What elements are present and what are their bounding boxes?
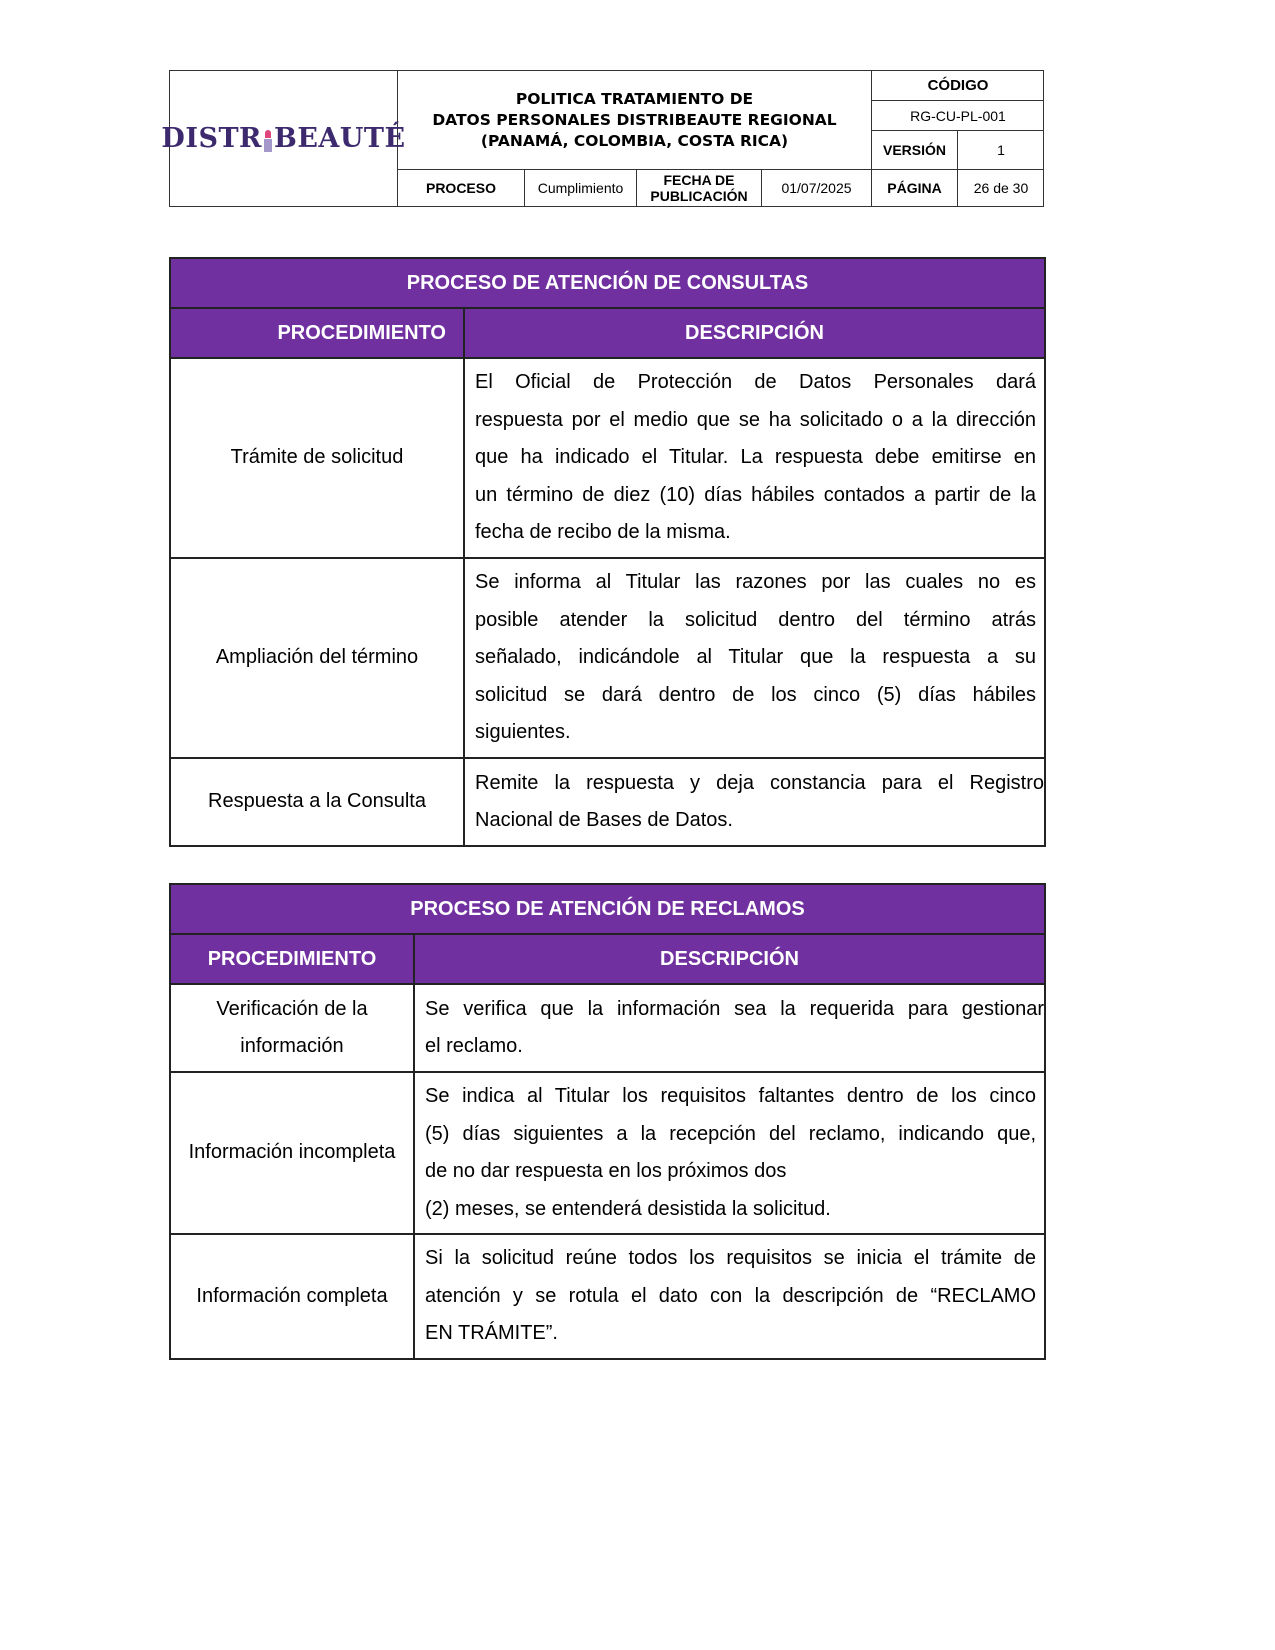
desc-line: Remite la respuesta y deja constancia para el Registro — [475, 771, 1045, 794]
procedimiento-cell — [170, 1072, 414, 1234]
desc-line: Si la solicitud reúne todos los requisitos se inicia el trámite de — [425, 1247, 1037, 1270]
title-line-2: DATOS PERSONALES DISTRIBEAUTE REGIONAL — [432, 110, 837, 129]
desc-line: fecha de recibo de la misma. — [475, 521, 731, 544]
desc-line: solicitud se dará dentro de los cinco (5) días hábiles — [475, 683, 1037, 706]
proc-line: Verificación de la — [216, 997, 368, 1020]
table-row — [170, 1234, 1045, 1359]
descripcion-cell — [414, 984, 1045, 1072]
table-title-row — [170, 258, 1045, 308]
fecha-label-line-2: PUBLICACIÓN — [650, 188, 748, 204]
fecha-label-line-1: FECHA DE — [663, 172, 735, 188]
codigo-label: CÓDIGO — [872, 71, 1044, 101]
proc-line: Información completa — [196, 1284, 388, 1307]
reclamos-table — [169, 883, 1046, 1360]
desc-line: de no dar respuesta en los próximos dos — [425, 1160, 787, 1182]
desc-line: posible atender la solicitud dentro del término atrás — [475, 608, 1037, 631]
reclamos-title: PROCESO DE ATENCIÓN DE RECLAMOS — [170, 884, 1045, 934]
desc-line: Se informa al Titular las razones por las cuales no es — [475, 571, 1037, 594]
desc-line: (2) meses, se entenderá desistida la solicitud. — [425, 1197, 831, 1220]
descripcion-cell — [464, 558, 1045, 758]
document-title — [398, 71, 872, 170]
descripcion-cell — [414, 1072, 1045, 1234]
desc-line: respuesta por el medio que se ha solicitado o a la dirección — [475, 408, 1037, 431]
fecha-publicacion-label — [637, 170, 762, 206]
table-row — [170, 1072, 1045, 1234]
logo-text-right: BEAUTÉ — [274, 123, 406, 154]
consultas-title: PROCESO DE ATENCIÓN DE CONSULTAS — [170, 258, 1045, 308]
procedimiento-cell: Respuesta a la Consulta — [170, 758, 464, 846]
version-value: 1 — [958, 131, 1044, 170]
table-row — [170, 358, 1045, 558]
desc-line: que ha indicado el Titular. La respuesta debe emitirse en — [475, 446, 1037, 469]
table-title-row — [170, 884, 1045, 934]
desc-line: Se verifica que la información sea la requerida para gestionar — [425, 997, 1045, 1020]
version-label: VERSIÓN — [872, 131, 958, 170]
col-procedimiento: PROCEDIMIENTO — [170, 934, 414, 984]
desc-line: (5) días siguientes a la recepción del reclamo, indicando que, — [425, 1122, 1037, 1145]
desc-line: El Oficial de Protección de Datos Personales dará — [475, 371, 1037, 394]
table-header-row — [170, 934, 1045, 984]
desc-line: Se indica al Titular los requisitos faltantes dentro de los cinco — [425, 1085, 1037, 1107]
table-row — [170, 984, 1045, 1072]
col-descripcion: DESCRIPCIÓN — [414, 934, 1045, 984]
consultas-table — [169, 257, 1046, 847]
logo-text-left: DISTR — [161, 123, 262, 154]
pagina-label: PÁGINA — [872, 170, 958, 206]
col-procedimiento: PROCEDIMIENTO — [170, 308, 464, 358]
lipstick-icon — [264, 130, 272, 152]
col-descripcion: DESCRIPCIÓN — [464, 308, 1045, 358]
desc-line: EN TRÁMITE”. — [425, 1322, 558, 1345]
desc-line: siguientes. — [475, 721, 571, 744]
proc-line: Información incompleta — [188, 1141, 396, 1164]
fecha-publicacion-value: 01/07/2025 — [762, 170, 872, 206]
desc-line: atención y se rotula el dato con la descripción de “RECLAMO — [425, 1284, 1037, 1307]
procedimiento-cell: Ampliación del término — [170, 558, 464, 758]
desc-line: el reclamo. — [425, 1035, 523, 1057]
desc-line: señalado, indicándole al Titular que la respuesta a su — [475, 646, 1037, 669]
proceso-value: Cumplimiento — [525, 170, 637, 206]
document-header — [161, 70, 1044, 207]
pagina-value: 26 de 30 — [973, 180, 1029, 196]
procedimiento-cell: Trámite de solicitud — [170, 358, 464, 558]
codigo-value: RG-CU-PL-001 — [872, 101, 1044, 131]
table-header-row — [170, 308, 1045, 358]
descripcion-cell — [464, 758, 1045, 846]
logo-cell — [161, 71, 406, 206]
descripcion-cell — [414, 1234, 1045, 1359]
title-line-3: (PANAMÁ, COLOMBIA, COSTA RICA) — [480, 131, 789, 150]
company-logo — [161, 123, 405, 154]
proc-line: información — [240, 1035, 344, 1057]
descripcion-cell — [464, 358, 1045, 558]
title-line-1: POLITICA TRATAMIENTO DE — [515, 89, 754, 108]
procedimiento-cell — [170, 1234, 414, 1359]
table-row — [170, 758, 1045, 846]
table-row — [170, 558, 1045, 758]
proceso-label: PROCESO — [398, 170, 525, 206]
desc-line: un término de diez (10) días hábiles contados a partir de la — [475, 483, 1037, 506]
desc-line: Nacional de Bases de Datos. — [475, 809, 733, 831]
procedimiento-cell — [170, 984, 414, 1072]
